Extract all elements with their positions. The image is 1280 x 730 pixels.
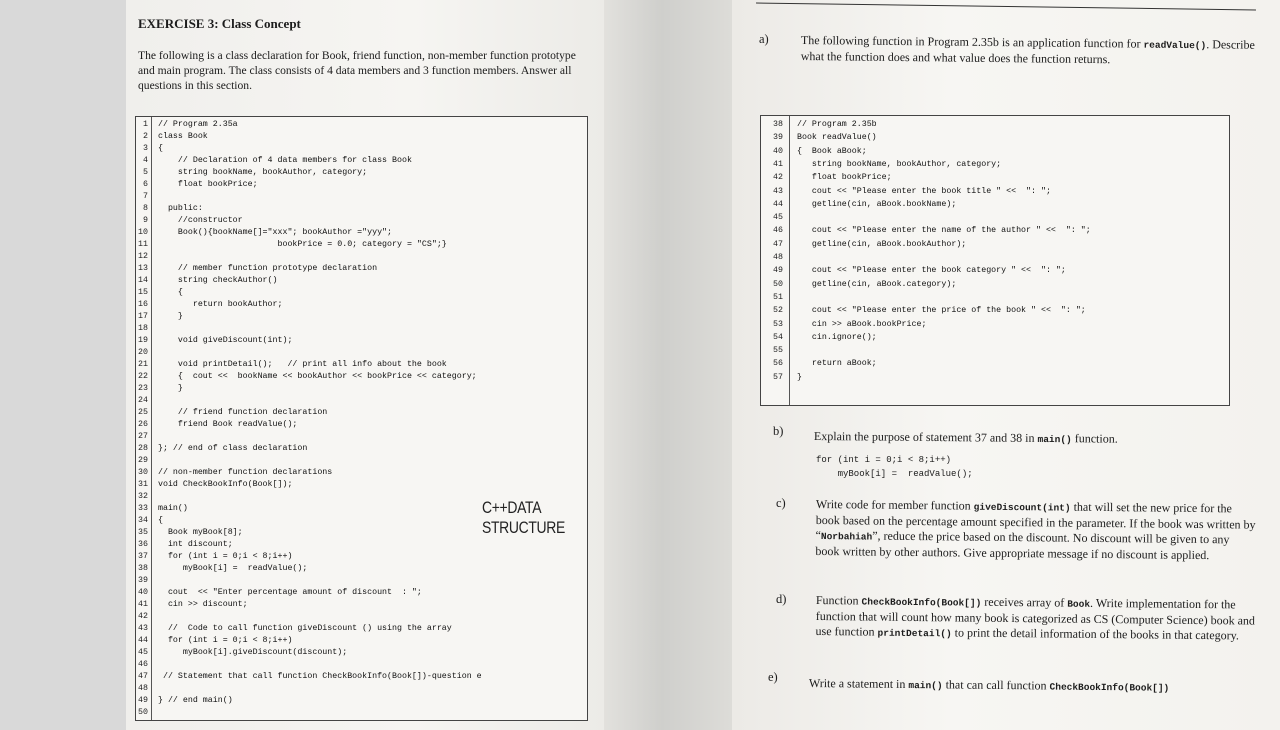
question-e-code-1: main() <box>908 680 943 692</box>
line-number: 10 <box>138 228 148 237</box>
line-number: 25 <box>138 408 148 417</box>
code-text: float bookPrice; <box>797 173 892 183</box>
code-text: string bookName, bookAuthor, category; <box>797 159 1002 169</box>
question-b-part-1: Explain the purpose of statement 37 and 38 in <box>813 429 1035 445</box>
question-c-author-name: Norbahiah <box>820 531 873 543</box>
line-number: 54 <box>773 332 783 342</box>
question-a-text <box>801 33 1261 69</box>
line-number: 18 <box>138 324 148 333</box>
code-text: Book readValue() <box>797 133 877 143</box>
question-b-text <box>814 429 1254 449</box>
question-e-code-2: CheckBookInfo(Book[]) <box>1049 681 1170 694</box>
exercise-title: EXERCISE 3: Class Concept <box>138 16 301 31</box>
question-d-code-2: Book <box>1067 598 1091 610</box>
question-b-part-2: function. <box>1074 431 1118 446</box>
line-number: 7 <box>143 192 148 201</box>
code-text: { <box>158 288 183 297</box>
code-line <box>761 211 1229 224</box>
code-line <box>136 323 587 335</box>
code-line <box>136 299 587 311</box>
code-line <box>136 443 587 455</box>
code-text: class Book <box>158 132 208 141</box>
code-line <box>136 467 587 479</box>
code-text: { Book aBook; <box>797 146 867 156</box>
code-line <box>136 227 587 239</box>
code-line <box>136 155 587 167</box>
code-text: Book myBook[8]; <box>158 528 243 537</box>
code-line <box>761 357 1229 370</box>
question-b-label: b) <box>773 424 784 438</box>
code-text: cin.ignore(); <box>797 332 877 342</box>
code-line <box>136 131 587 143</box>
line-number: 42 <box>773 173 783 183</box>
code-line <box>761 158 1229 171</box>
code-text: } <box>158 384 183 393</box>
question-c-part-1: Write code for member function <box>815 497 971 513</box>
code-text: // Program 2.35a <box>158 120 238 129</box>
line-number: 56 <box>773 359 783 369</box>
line-number: 26 <box>138 420 148 429</box>
code-text: for (int i = 0;i < 8;i++) <box>158 636 293 645</box>
line-number: 21 <box>138 360 148 369</box>
code-line <box>136 575 587 587</box>
line-number: 5 <box>143 168 148 177</box>
line-number: 39 <box>773 133 783 143</box>
line-number: 44 <box>773 199 783 209</box>
question-c-label: c) <box>776 496 786 510</box>
line-number: 30 <box>138 468 148 477</box>
code-text: //constructor <box>158 216 243 225</box>
question-b-snippet-line-2: myBook[i] = readValue(); <box>816 469 973 479</box>
code-text: } <box>158 312 183 321</box>
line-number: 29 <box>138 456 148 465</box>
code-text: cout << "Please enter the price of the book " << ": "; <box>797 306 1086 316</box>
code-line <box>136 179 587 191</box>
code-line <box>761 198 1229 211</box>
line-number: 33 <box>138 504 148 513</box>
question-d-text <box>816 593 1256 645</box>
question-d-part-2: receives array of <box>984 594 1065 610</box>
code-text: myBook[i] = readValue(); <box>158 564 308 573</box>
question-e-label: e) <box>768 670 778 684</box>
code-line <box>136 671 587 683</box>
code-text: friend Book readValue(); <box>158 420 298 429</box>
line-number: 16 <box>138 300 148 309</box>
code-text: // Declaration of 4 data members for class Book <box>158 156 412 165</box>
right-page <box>732 0 1280 730</box>
question-b-code: main() <box>1037 433 1072 446</box>
code-line <box>136 695 587 707</box>
code-line <box>136 635 587 647</box>
code-line <box>761 291 1229 304</box>
code-line <box>761 171 1229 184</box>
code-text: } // end main() <box>158 696 233 705</box>
line-number: 40 <box>773 146 783 156</box>
watermark-text: C++DATA STRUCTURE <box>482 498 566 537</box>
line-number: 28 <box>138 444 148 453</box>
code-line <box>136 371 587 383</box>
line-number: 12 <box>138 252 148 261</box>
question-d-code-3: printDetail() <box>877 627 952 640</box>
code-line <box>136 263 587 275</box>
line-number: 38 <box>773 120 783 129</box>
question-a-part-2: . Describe what the function does and what value does the function returns. <box>800 37 1255 67</box>
line-number: 27 <box>138 432 148 441</box>
code-line <box>136 611 587 623</box>
line-number: 41 <box>138 600 148 609</box>
line-number: 46 <box>138 660 148 669</box>
line-number: 49 <box>138 696 148 705</box>
line-number: 55 <box>773 346 783 356</box>
line-number: 3 <box>143 144 148 153</box>
line-number: 36 <box>138 540 148 549</box>
line-number: 43 <box>773 186 783 196</box>
code-line <box>136 215 587 227</box>
code-text: string bookName, bookAuthor, category; <box>158 168 368 177</box>
line-number: 1 <box>143 120 148 129</box>
code-line <box>136 167 587 179</box>
code-text: void printDetail(); // print all info about the book <box>158 360 447 369</box>
code-line <box>136 395 587 407</box>
code-text: getline(cin, aBook.bookName); <box>797 199 957 209</box>
code-text: { <box>158 516 163 525</box>
line-number: 48 <box>773 253 783 262</box>
question-c-text <box>815 497 1256 564</box>
code-text: cin >> discount; <box>158 600 248 609</box>
code-text: getline(cin, aBook.category); <box>797 279 957 289</box>
question-d-part-3: . Write implementation for the function that will count how many book is categorized as CS (Computer Science) book and use function <box>815 595 1256 639</box>
code-line <box>136 119 587 131</box>
line-number: 46 <box>773 226 783 236</box>
line-number: 39 <box>138 576 148 585</box>
code-text: } <box>797 372 802 382</box>
code-line <box>136 239 587 251</box>
line-number: 50 <box>773 279 783 289</box>
question-a-label: a) <box>759 32 769 46</box>
line-number: 57 <box>773 372 783 382</box>
code-text: getline(cin, aBook.bookAuthor); <box>797 239 967 249</box>
code-line <box>761 185 1229 198</box>
code-text: // member function prototype declaration <box>158 264 378 273</box>
line-number: 51 <box>773 292 783 302</box>
code-line <box>761 304 1229 317</box>
line-number: 40 <box>138 588 148 597</box>
line-number: 13 <box>138 264 148 273</box>
code-line <box>761 331 1229 344</box>
line-number: 31 <box>138 480 148 489</box>
code-text: myBook[i].giveDiscount(discount); <box>158 648 348 657</box>
line-number: 47 <box>773 239 783 249</box>
code-line <box>136 335 587 347</box>
line-number: 48 <box>138 684 148 693</box>
code-line <box>136 683 587 695</box>
line-number: 8 <box>143 204 148 213</box>
code-line <box>136 431 587 443</box>
code-line <box>136 383 587 395</box>
line-number: 37 <box>138 552 148 561</box>
code-line <box>136 251 587 263</box>
code-text: cout << "Please enter the book category " << ": "; <box>797 266 1066 276</box>
question-e-text <box>809 676 1269 697</box>
line-number: 6 <box>143 180 148 189</box>
line-number: 20 <box>138 348 148 357</box>
code-text: // Program 2.35b <box>797 120 877 129</box>
code-text: bookPrice = 0.0; category = "CS";} <box>158 240 447 249</box>
code-line <box>136 359 587 371</box>
code-text: int discount; <box>158 540 233 549</box>
code-line <box>136 647 587 659</box>
code-text: Book(){bookName[]="xxx"; bookAuthor ="yyy"; <box>158 228 393 237</box>
code-text: // non-member function declarations <box>158 468 333 477</box>
code-text: public: <box>158 204 203 213</box>
code-line <box>136 143 587 155</box>
code-text: string checkAuthor() <box>158 276 278 285</box>
line-number: 9 <box>143 216 148 225</box>
code-text: // Code to call function giveDiscount () using the array <box>158 624 452 633</box>
question-d-part-1: Function <box>815 593 859 608</box>
code-line <box>761 344 1229 357</box>
code-text: // Statement that call function CheckBookInfo(Book[])-question e <box>158 672 482 681</box>
question-d-code-1: CheckBookInfo(Book[]) <box>861 596 982 609</box>
code-line <box>136 455 587 467</box>
line-number: 50 <box>138 708 148 717</box>
code-listing-2-35a <box>135 116 588 721</box>
code-text: cout << "Enter percentage amount of discount : "; <box>158 588 422 597</box>
code-line <box>761 131 1229 144</box>
line-number: 19 <box>138 336 148 345</box>
code-line <box>136 419 587 431</box>
line-number: 23 <box>138 384 148 393</box>
question-a-part-1: The following function in Program 2.35b is an application function for <box>800 33 1141 51</box>
code-line <box>136 479 587 491</box>
line-number: 47 <box>138 672 148 681</box>
line-number: 4 <box>143 156 148 165</box>
line-number: 41 <box>773 159 783 169</box>
code-text: { <box>158 144 163 153</box>
code-line <box>761 251 1229 264</box>
code-text: // friend function declaration <box>158 408 328 417</box>
code-line <box>136 407 587 419</box>
code-line <box>761 278 1229 291</box>
line-number: 15 <box>138 288 148 297</box>
line-number: 53 <box>773 319 783 329</box>
code-text: cout << "Please enter the book title " << ": "; <box>797 186 1051 196</box>
question-a-code: readValue() <box>1143 39 1207 52</box>
code-text: float bookPrice; <box>158 180 258 189</box>
code-line <box>136 311 587 323</box>
line-number: 11 <box>138 240 148 249</box>
question-b-snippet-line-1: for (int i = 0;i < 8;i++) <box>816 455 952 465</box>
question-c-code: giveDiscount(int) <box>973 501 1071 514</box>
line-number: 24 <box>138 396 148 405</box>
line-number: 17 <box>138 312 148 321</box>
line-number: 22 <box>138 372 148 381</box>
code-line <box>136 539 587 551</box>
question-c-part-3: ”, reduce the price based on the discount. No discount will be given to any book written by other authors. Give appropriate message if no discount is applied. <box>815 528 1230 563</box>
line-number: 38 <box>138 564 148 573</box>
code-listing-2-35b <box>760 115 1230 406</box>
line-number: 34 <box>138 516 148 525</box>
code-line <box>136 287 587 299</box>
code-line <box>761 371 1229 384</box>
line-number: 45 <box>773 213 783 223</box>
code-line <box>136 275 587 287</box>
code-line <box>136 347 587 359</box>
book-gutter <box>604 0 732 730</box>
code-line <box>761 318 1229 331</box>
line-number: 49 <box>773 266 783 276</box>
code-line <box>136 551 587 563</box>
line-number: 45 <box>138 648 148 657</box>
code-text: main() <box>158 504 188 513</box>
line-number: 2 <box>143 132 148 141</box>
question-c-part-2: that will set the new price for the book based on the percentage amount specified in the parameter. If the book was written by “ <box>815 499 1256 543</box>
line-number: 32 <box>138 492 148 501</box>
code-line <box>761 118 1229 131</box>
code-line <box>136 659 587 671</box>
question-d-part-4: to print the detail information of the books in that category. <box>954 625 1239 643</box>
top-rule <box>756 3 1256 11</box>
code-line <box>136 563 587 575</box>
line-number: 35 <box>138 528 148 537</box>
code-line <box>136 191 587 203</box>
line-number: 52 <box>773 306 783 316</box>
code-line <box>761 224 1229 237</box>
code-line <box>136 587 587 599</box>
code-text: cout << "Please enter the name of the author " << ": "; <box>797 226 1091 236</box>
code-text: cin >> aBook.bookPrice; <box>797 319 927 329</box>
code-text: return aBook; <box>797 359 877 369</box>
code-text: for (int i = 0;i < 8;i++) <box>158 552 293 561</box>
code-line <box>136 203 587 215</box>
line-number: 14 <box>138 276 148 285</box>
line-number: 42 <box>138 612 148 621</box>
exercise-intro: The following is a class declaration for Book, friend function, non-member function prototype and main program. The class consists of 4 data members and 3 function members. Answer all questions in this section. <box>138 49 576 92</box>
code-text: }; // end of class declaration <box>158 444 308 453</box>
code-line <box>136 707 587 719</box>
question-e-part-2: that can call function <box>945 677 1047 693</box>
code-line <box>136 623 587 635</box>
code-line <box>136 599 587 611</box>
question-e-part-1: Write a statement in <box>808 676 906 692</box>
code-text: return bookAuthor; <box>158 300 283 309</box>
line-number: 43 <box>138 624 148 633</box>
code-text: void giveDiscount(int); <box>158 336 293 345</box>
code-line <box>761 238 1229 251</box>
code-text: { cout << bookName << bookAuthor << bookPrice << category; <box>158 372 477 381</box>
question-d-label: d) <box>776 592 787 606</box>
code-line <box>761 264 1229 277</box>
line-number: 44 <box>138 636 148 645</box>
left-page <box>126 0 604 730</box>
code-line <box>761 145 1229 158</box>
code-text: void CheckBookInfo(Book[]); <box>158 480 293 489</box>
